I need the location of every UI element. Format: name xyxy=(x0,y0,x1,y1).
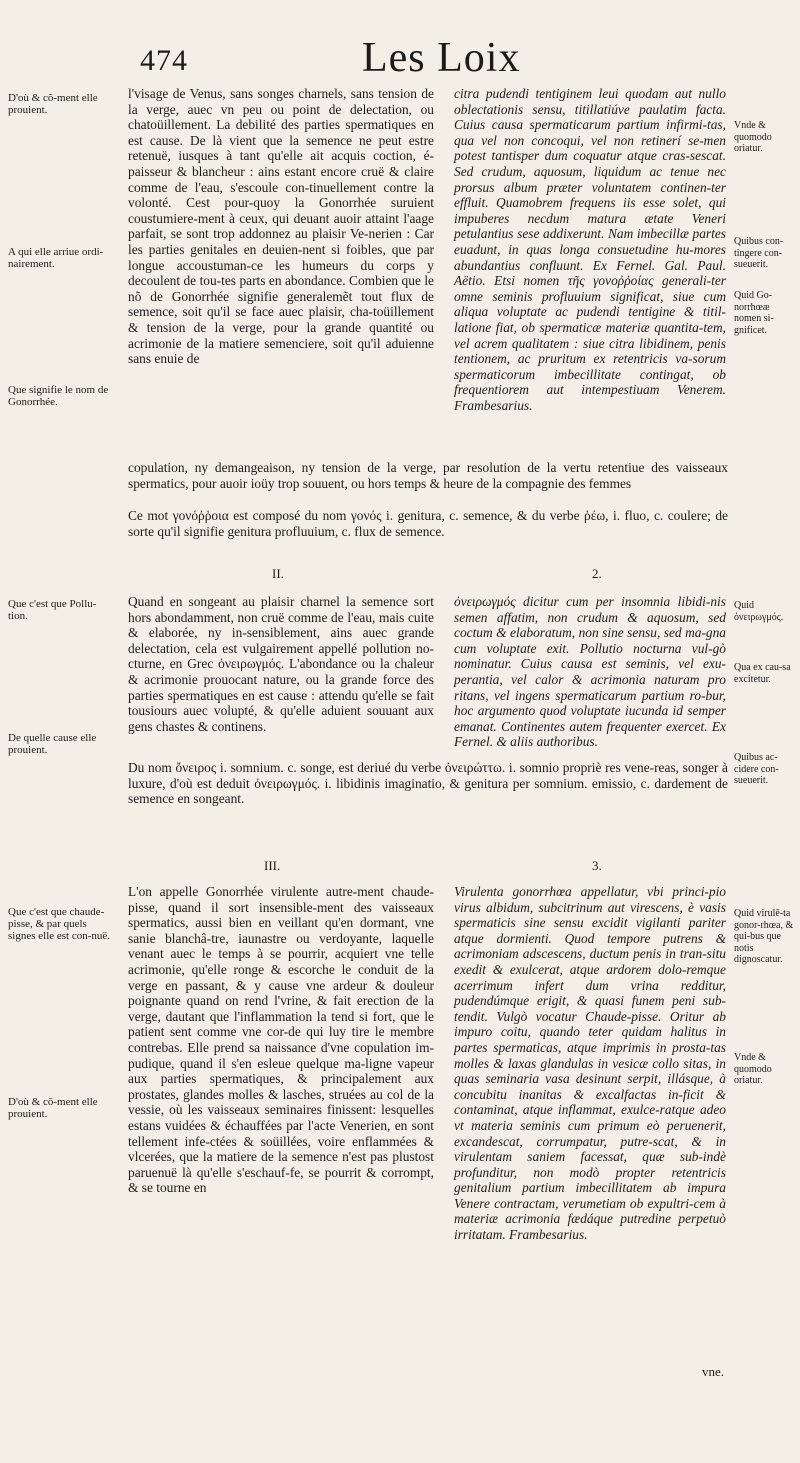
section-number-latin: 3. xyxy=(592,858,602,873)
page-number: 474 xyxy=(140,44,188,77)
margin-note-left: A qui elle arriue ordi-nairement. xyxy=(8,246,104,270)
margin-note-right: Vnde & quomodo oriatur. xyxy=(734,1052,772,1086)
continuation-paragraph: copulation, ny demangeaison, ny tension de la verge, par resolution de la vertu retentiue des vaisseaux spermatics, pour auoir ioüy trop souuent, ou hors temps & heure de la compagnie des femmes xyxy=(128,460,728,491)
latin-paragraph: ὀνειρωγμός dicitur cum per insomnia libidi-nis semen affatim, non crudum & aquosum, sed coctum & elaboratum, non sine sensu, sed ma-gna cum voluptate exit. Pollutio nocturna vul-gò nominatur. Cuius causa est seminis, vel exu-perantia, vel calor & acrimonia naturam pro ritans, vel ingens spermaticarum partium ro-bur, hoc argumento quod voluptate iucunda id semper emanat. Continentes autem frequenter exercet. Ex Fernel. & aliis authoribus. xyxy=(454,594,726,750)
catchword: vne. xyxy=(702,1364,725,1379)
margin-note-left: Que c'est que chaude-pisse, & par quels signes elle est con-nuë. xyxy=(8,906,111,942)
margin-note-right: Quibus ac-cidere con-sueuerit. xyxy=(734,752,779,786)
continuation-paragraph: Du nom ὄνειρος i. somnium. c. songe, est deriué du verbe ὀνειρώττω. i. somnio propriè res vene-reas, songer à luxure, d'où est deduit ὀνειρωγμός. i. libidinis imaginatio, & genitura per somnium. emissio, c. dardement de semence en songeant. xyxy=(128,760,728,807)
latin-paragraph: Virulenta gonorrhœa appellatur, vbi princi-pio virus albidum, subcitrinum aut virescens, è vasis spermaticis sine sensu excidit vigilanti pariter atque dormienti. Quod tempore putrens & acrimoniam adscescens, ductum penis in tran-situ exedit & exulcerat, atque ardorem dolo-remque acerrimum infert dum vrina redditur, pudendúmque erigit, & quasi funem peni sub-tendit. Vulgò vocatur Chaude-pisse. Oritur ab impuro coitu, quando teter quidam halitus in partes spermaticas, atque imprimis in prosta-tas molles & laxas glandulas in vesicæ collo sitas, in quas seminaria vasa desinunt serpit, illásque, à concubitu inanitas & excalfactas in-ficit & contaminat, atque inflammat, exulce-ratque adeo vt materia seminis cum primum eò peruenerit, excandescat, corrumpatur, putre-scat, & in virulentam saniem facessat, quæ sub-indè profunditur, non modò propter retentricis genitalium partium imbecillitatem ab impura Venere contractam, verumetiam ob expultri-cem à materiæ acrimonia fædáque putredine perpetuò irritatam. Frambesarius. xyxy=(454,884,726,1243)
margin-note-left: D'où & cõ-ment elle prouient. xyxy=(8,1096,98,1120)
page-header xyxy=(0,30,800,80)
margin-note-left: De quelle cause elle prouient. xyxy=(8,732,97,756)
french-paragraph: Quand en songeant au plaisir charnel la semence sort hors abondamment, non cruë comme de l'eau, mais cuite & elaborée, ny in-sensiblement, ains auec grande delectation, cela est vulgairement appellé pollution no-cturne, en Grec ὀνειρωγμός. L'abondance ou la chaleur & acrimonie prouocant nature, ou la grande force des parties spermatiques en est cause : attendu qu'elle se fait tousiours auec volupté, & qu'elle aduient souuant aux gens chastes & continens. xyxy=(128,594,434,734)
margin-note-right: Quid virulē-ta gonor-rhœa, & qui-bus que notis dignoscatur. xyxy=(734,908,794,965)
margin-note-right: Quid Go-norrhœæ nomen si-gnificet. xyxy=(734,290,774,336)
margin-note-right: Quibus con-tingere con-sueuerit. xyxy=(734,236,784,270)
margin-note-right: Vnde & quomodo oriatur. xyxy=(734,120,772,154)
latin-paragraph: citra pudendi tentiginem leui quodam aut nullo oblectationis sensu, titillatiúve paulatim facta. Cuius causa spermaticarum partium infirmi-tas, qua vel non concoqui, vel non retinerí se-men potest tantisper dum coquatur atque cras-sescat. Sed crudum, aquosum, liquidum ac tenue nec prorsus album præter voluntatem continen-ter effluit. Quamobrem frequens iis esse solet, qui impuberes necdum matura ætate Veneri petulantius sese addixerunt. Nam imbecillæ partes euadunt, in quas longa consuetudine hu-mores abundantius confluunt. Ex Fernel. Gal. Paul. Aëtio. Etsi nomen τῆς γονοῤῥοίας generali-ter omne seminis profluuium significat, siue cum aliqua voluptate ac pudendi tentigine & titil-latione fiat, ob spermaticæ materiæ quantita-tem, vel acrem qualitatem : siue citra libidinem, penis tentionem, ac pruritum ex retentricis va-sorum spermaticorum imbecillitate contingat, ob frequentiorem aut intempestiuam Venerem. Frambesarius. xyxy=(454,86,726,413)
margin-note-right: Quid ὀνειρωγμός. xyxy=(734,600,784,623)
running-title: Les Loix xyxy=(362,35,521,81)
french-paragraph: l'visage de Venus, sans songes charnels, sans tension de la verge, auec vn peu ou point de delectation, ou chatoüillement. La debilité des parties spermatiques en est cause. De là vient que la semence ne peut estre retenuë, iusques à tant qu'elle ait acquis coction, é-paisseur & blancheur : ains estant encore cruë & claire comme de l'eau, s'escoule con-tinuellement contre la volonté. Cest pour-quoy la Gonorrhée suruient coustumiere-ment à ceux, qui deuant auoir attaint l'aage parfait, se sont trop addonnez au plaisir Ve-nerien : Car les parties genitales en deuien-nent si foibles, que par longue accoustuman-ce les humeurs du corps y decoulent de tou-tes parts en abondance. Combien que le nõ de Gonorrhée signifie generalemẽt tout flux de semence, soit qu'il se face auec plaisir, cha-toüillement & tension de la verge, pour la grande quantité ou acrimonie de la matiere semenciere, soit qu'il aduienne sans enuie de xyxy=(128,86,434,367)
section-number: II. xyxy=(272,566,284,581)
margin-note-right: Qua ex cau-sa excitetur. xyxy=(734,662,791,685)
margin-note-left: D'où & cõ-ment elle prouient. xyxy=(8,92,98,116)
french-paragraph: L'on appelle Gonorrhée virulente autre-ment chaude-pisse, quand il sort insensible-ment des vaisseaux spermatics, aussi bien en veillant qu'en dormant, vne sanie blanchâ-tre, iaunastre ou verdoyante, laquelle venant auec le temps à se pourrir, acquiert vne telle acrimonie, qu'elle ronge & escorche le conduit de la verge en passant, & y cause vne ardeur & douleur poignante quand on rend l'vrine, & fait erection de la verge, dautant que l'inflammation la tend si fort, que le patient sent comme vne cor-de qui luy tire le membre contrebas. Elle prend sa naissance d'vne copulation im-pudique, quand il s'en esleue quelque ma-ligne vapeur aux parties spermatiques, & principalement aux prostates, glandes molles & lasches, struées au col de la vessie, où les vaisseaux seminaires finissent: lesquelles estans vuidées & échauffées par l'acte Venerien, en sont tellement infe-ctées & soüillées, voire enflammées & vlcerées, que la matiere de la semence n'est pas plustost paruenuë là qu'elle s'eschauf-fe, se pourrit & corrompt, & se tourne en xyxy=(128,884,434,1196)
etymology-paragraph: Ce mot γονόῤῥοια est composé du nom γονός i. genitura, c. semence, & du verbe ῥέω, i. fluo, c. coulere; de sorte qu'il signifie genitura profluuium, c. flux de semence. xyxy=(128,508,728,539)
section-number: III. xyxy=(264,858,281,873)
section-number-latin: 2. xyxy=(592,566,602,581)
margin-note-left: Que signifie le nom de Gonorrhée. xyxy=(8,384,109,408)
margin-note-left: Que c'est que Pollu-tion. xyxy=(8,598,97,622)
